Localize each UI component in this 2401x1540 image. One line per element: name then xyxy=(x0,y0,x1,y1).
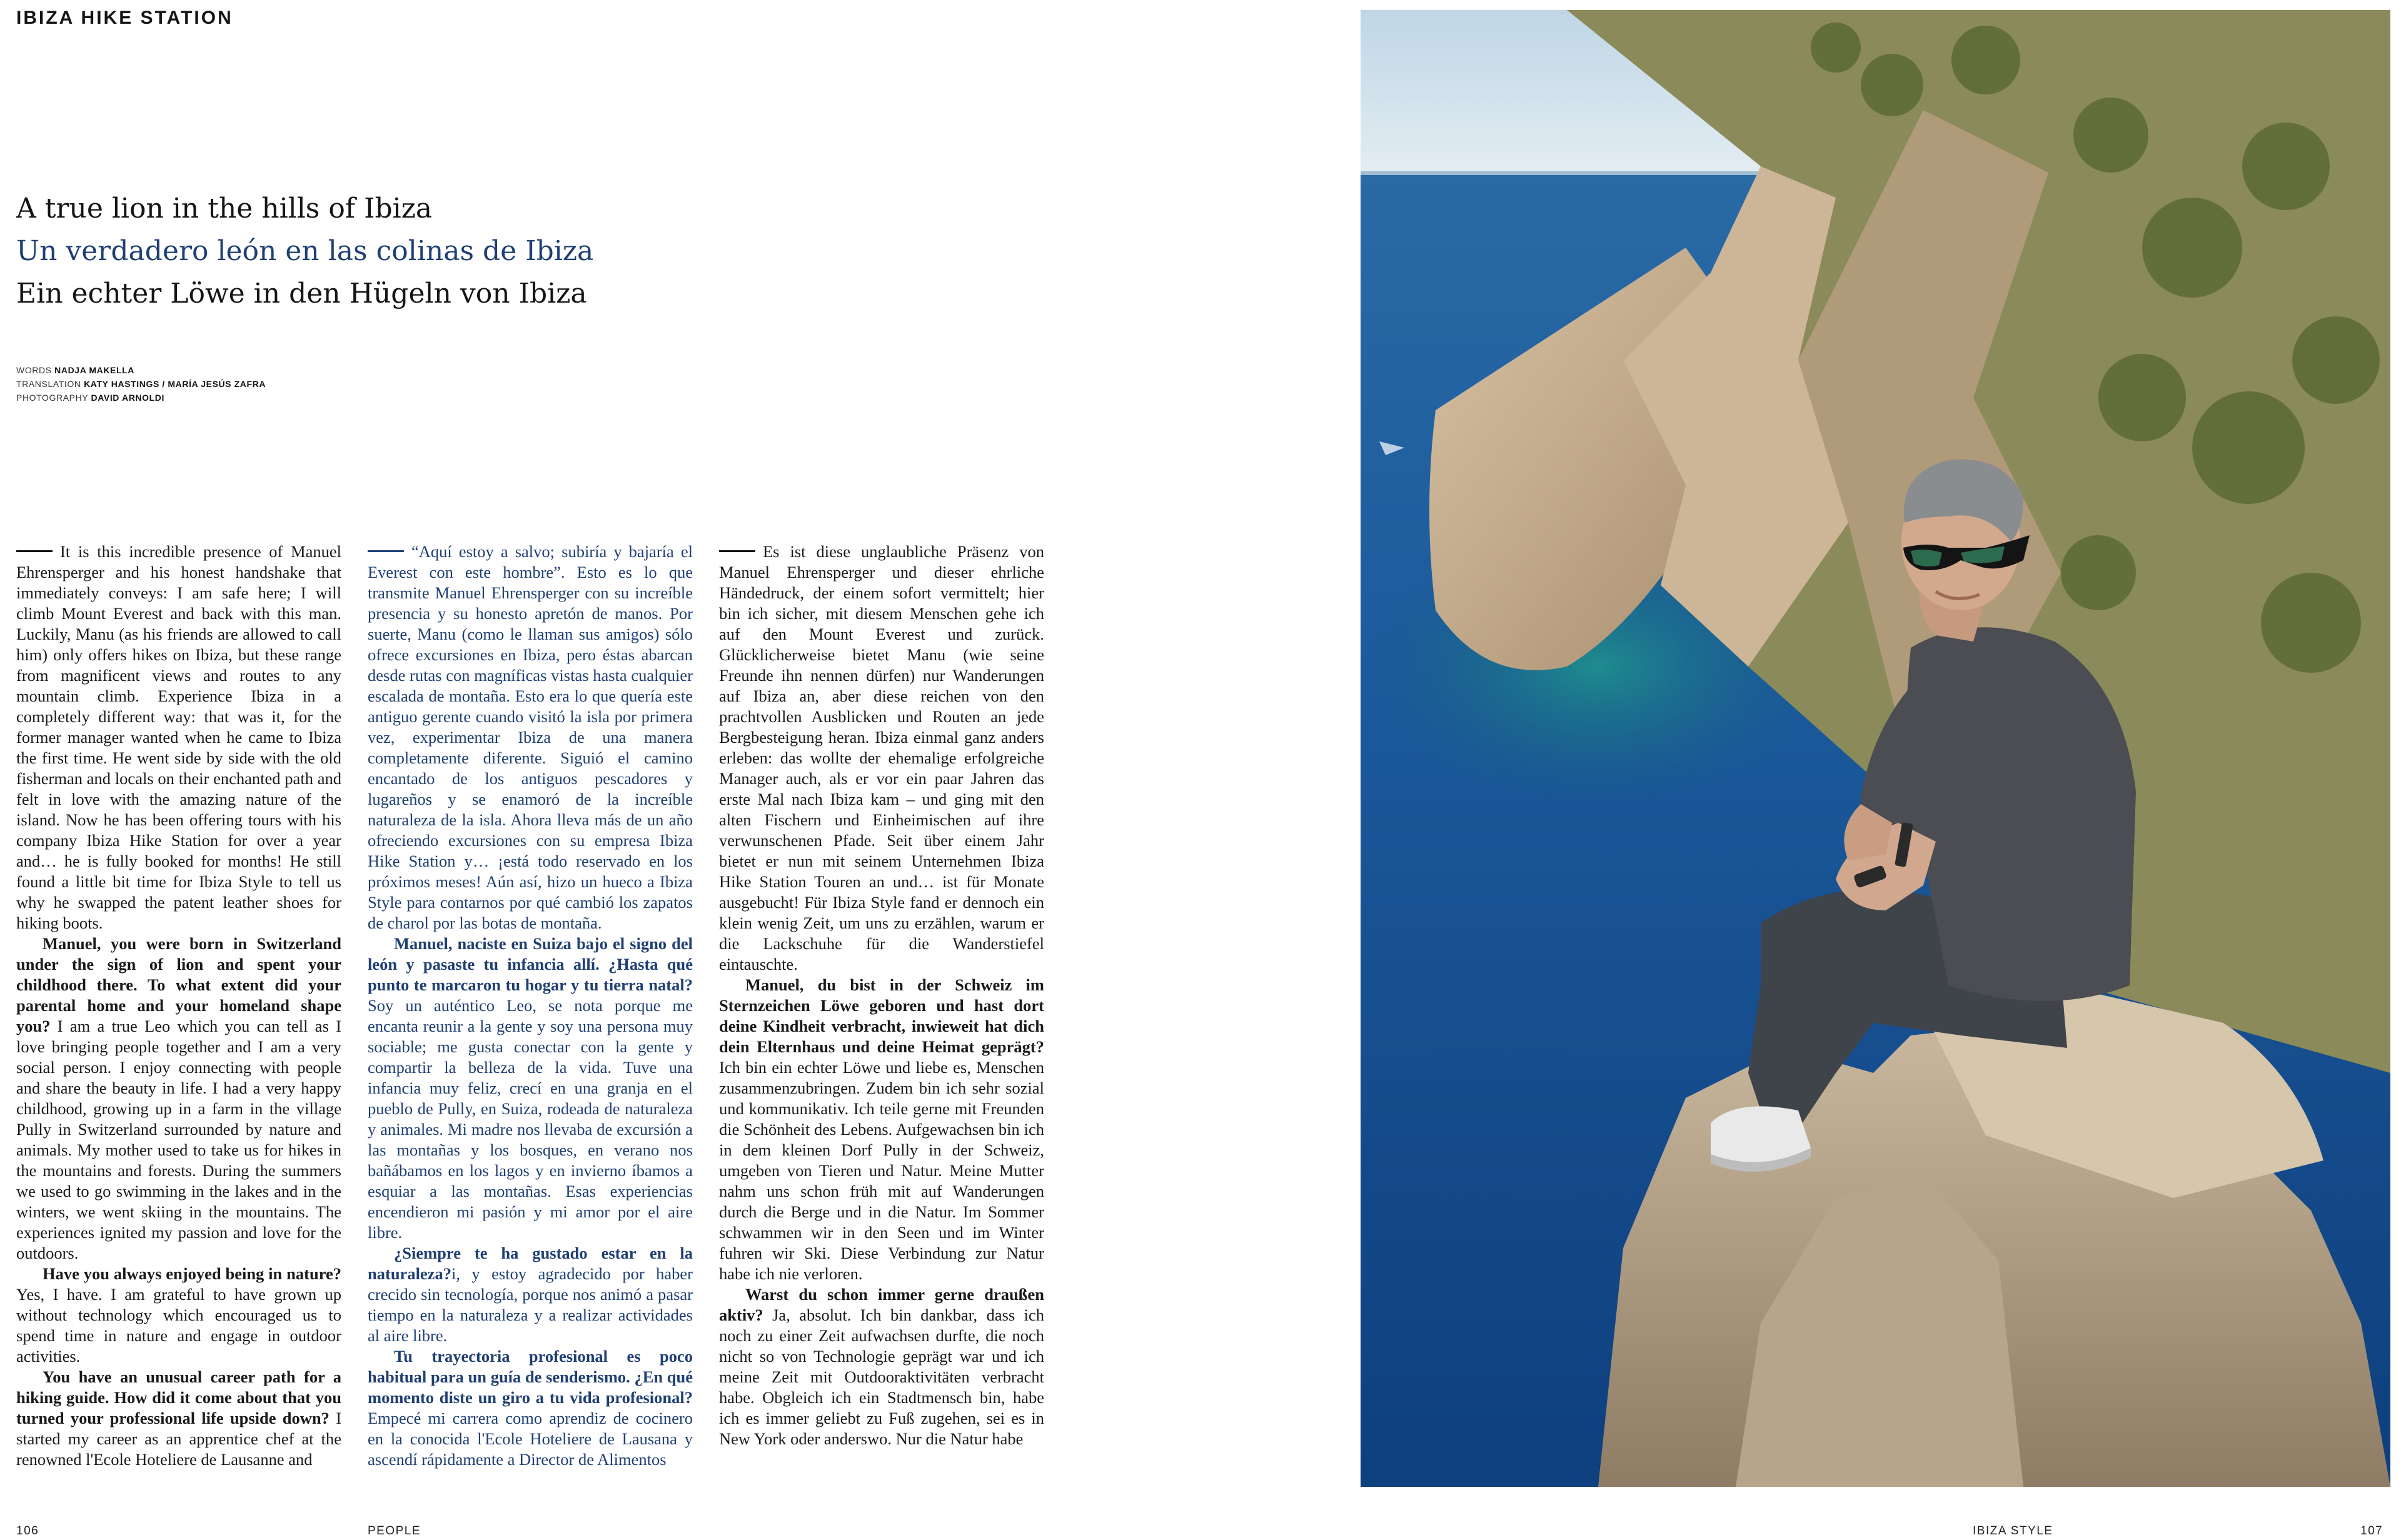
credit-words-label: WORDS xyxy=(16,365,52,375)
question-text: Manuel, naciste en Suiza bajo el signo del león y pasaste tu infancia allí. ¿Hasta qué punto te marcaron tu hogar y tu tierra natal? xyxy=(368,934,693,994)
intro-text: Es ist diese unglaubliche Präsenz von Manuel Ehrensperger und dieser ehrliche Händedruck, der einem sofort vermittelt; hier bin ich sicher, mit diesem Menschen gehe ich auf den Mount Everest und zurück. Glücklicherweise bietet Manu (wie seine Freunde ihn nennen dürfen) nur Wanderungen auf Ibiza an, aber diese reichen von den prachtvollen Ausblicken und Routen an jede Bergbesteigung heran. Ibiza einmal ganz anders erleben: das wollte der ehemalige erfolgreiche Manager auch, als er vor ein paar Jahren das erste Mal nach Ibiza kam – und ging mit den alten Fischern und Einheimischen auf ihre verwunschenen Pfade. Seit über einem Jahr bietet er nun mit seinem Unternehmen Ibiza Hike Station Touren an und… ist für Monate ausgebucht! Für Ibiza Style fand er dennoch ein klein wenig Zeit, um uns zu erzählen, warum er die Lackschuhe für die Wanderstiefel eintauschte. xyxy=(719,542,1044,974)
credit-photography-name: DAVID ARNOLDI xyxy=(91,393,164,403)
answer-text: Empecé mi carrera como aprendiz de cocinero en la conocida l'Ecole Hoteliere de Lausana y ascendí rápidamente a Director de Alimentos xyxy=(368,1409,693,1469)
question-text: You have an unusual career path for a hiking guide. How did it come about that you turned your professional life upside down? xyxy=(16,1367,341,1427)
rule-mark xyxy=(16,550,53,552)
question-text: Tu trayectoria profesional es poco habitual para un guía de senderismo. ¿En qué momento diste un giro a tu vida profesional? xyxy=(368,1347,693,1407)
intro-text: “Aquí estoy a salvo; subiría y bajaría el Everest con este hombre”. Esto es lo que transmite Manuel Ehrensperger con su increíble presencia y su honesto apretón de manos. Por suerte, Manu (como le llaman sus amigos) sólo ofrece excursiones en Ibiza, pero éstas abarcan desde rutas con magníficas vistas hasta cualquier escalada de montaña. Esto era lo que quería este antiguo gerente cuando visitó la isla por primera vez, experimentar Ibiza de una manera completamente diferente. Siguió el camino encantado de los antiguos pescadores y lugareños y se enamoró de la increíble naturaleza de la isla. Ahora lleva más de un año ofreciendo excursiones con su empresa Ibiza Hike Station y… ¡está todo reservado en los próximos meses! Aún así, hizo un hueco a Ibiza Style para contarnos por qué cambió los zapatos de charol por las botas de montaña. xyxy=(368,542,693,932)
answer-text: Ja, absolut. Ich bin dankbar, dass ich noch zu einer Zeit aufwachsen durfte, die noch nicht so von Technologie geprägt war und ich meine Zeit mit Outdooraktivitäten verbracht habe. Obgleich ich ein Stadtmensch bin, habe ich es immer geliebt zu Fuß zugehen, sei es in New York oder anderswo. Nur die Natur habe xyxy=(719,1306,1044,1448)
rule-mark xyxy=(368,550,404,552)
page-number-left: 106 xyxy=(16,1524,39,1537)
answer-text: Yes, I have. I am grateful to have grown up without technology which encouraged us to spend time in nature and engage in outdoor activities. xyxy=(16,1285,341,1366)
credit-translation-name: KATY HASTINGS / MARÍA JESÚS ZAFRA xyxy=(84,379,266,389)
page-number-right: 107 xyxy=(2360,1524,2383,1537)
article-titles xyxy=(16,188,1079,315)
answer-text: Soy un auténtico Leo, se nota porque me encanta reunir a la gente y soy una persona muy sociable; me gusta conectar con la gente y compartir la belleza de la vida. Tuve una infancia muy feliz, crecí en una granja en el pueblo de Pully, en Suiza, rodeada de naturaleza y animales. Mi madre nos llevaba de excursión a las montañas y los bosques, en verano nos bañábamos en los lagos y en invierno íbamos a esquiar a las montañas. Esas experiencias encendieron mi pasión y mi amor por el aire libre. xyxy=(368,996,693,1242)
credit-translation xyxy=(16,377,266,391)
qa-paragraph xyxy=(368,1243,693,1346)
qa-paragraph xyxy=(16,934,341,1264)
qa-paragraph xyxy=(719,975,1044,1284)
credits xyxy=(16,363,266,405)
question-text: Have you always enjoyed being in nature? xyxy=(43,1264,341,1283)
title-english: A true lion in the hills of Ibiza xyxy=(16,193,433,224)
magazine-name: IBIZA STYLE xyxy=(1973,1524,2053,1537)
question-text: Manuel, du bist in der Schweiz im Sternzeichen Löwe geboren und hast dort deine Kindheit verbracht, inwieweit hat dich dein Elternhaus und deine Heimat geprägt? xyxy=(719,975,1044,1056)
qa-paragraph xyxy=(16,1264,341,1367)
column-spanish xyxy=(368,541,693,1496)
intro-paragraph xyxy=(719,541,1044,975)
intro-paragraph xyxy=(16,541,341,934)
credit-words-name: NADJA MAKELLA xyxy=(54,365,135,375)
answer-text: I started my career as an apprentice chef at the renowned l'Ecole Hoteliere de Lausanne and xyxy=(16,1409,341,1469)
credit-photography-label: PHOTOGRAPHY xyxy=(16,393,88,403)
section-footer: PEOPLE xyxy=(368,1524,421,1537)
title-spanish: Un verdadero león en las colinas de Ibiza xyxy=(16,235,594,267)
question-text: Manuel, you were born in Switzerland under the sign of lion and spent your childhood there. To what extent did your parental home and your homeland shape you? xyxy=(16,934,341,1035)
section-label: IBIZA HIKE STATION xyxy=(16,8,233,28)
question-text: Warst du schon immer gerne draußen aktiv? xyxy=(719,1285,1044,1324)
qa-paragraph xyxy=(719,1284,1044,1449)
rule-mark xyxy=(719,550,755,552)
title-german: Ein echter Löwe in den Hügeln von Ibiza xyxy=(16,278,587,310)
qa-paragraph xyxy=(16,1367,341,1470)
answer-text: I am a true Leo which you can tell as I love bringing people together and I am a very social person. I enjoy connecting with people and share the beauty in life. I had a very happy childhood, growing up in a farm in the village Pully in Switzerland surrounded by nature and animals. My mother used to take us for hikes in the mountains and forests. During the summers we used to go swimming in the lakes and in the winters, we went skiing in the mountains. The experiences ignited my passion and love for the outdoors. xyxy=(16,1017,341,1262)
intro-text: It is this incredible presence of Manuel Ehrensperger and his honest handshake that immediately conveys: I am safe here; I will climb Mount Everest and back with this man. Luckily, Manu (as his friends are allowed to call him) only offers hikes on Ibiza, but these range from magnificent views and routes to any mountain climb. Experience Ibiza in a completely different way: that was it, for the former manager wanted when he came to Ibiza the first time. He went side by side with the old fisherman and locals on their enchanted path and felt in love with the amazing nature of the island. Now he has been offering tours with his company Ibiza Hike Station for over a year and… he is fully booked for months! He still found a little bit time for Ibiza Style to tell us why he swapped the patent leather shoes for hiking boots. xyxy=(16,542,341,932)
hiker-cliff-photo xyxy=(1361,10,2401,1487)
answer-text: Ich bin ein echter Löwe und liebe es, Menschen zusammenzubringen. Zudem bin ich sehr sozial und kommunikativ. Ich teile gerne mit Freunden die Schönheit des Lebens. Aufgewachsen bin ich in dem kleinen Dorf Pully in der Schweiz, umgeben von Tieren und Natur. Meine Mutter nahm uns schon früh mit auf Wanderungen durch die Berge und in die Natur. Im Sommer schwammen wir in den Seen und im Winter fuhren wir Ski. Diese Verbindung zur Natur habe ich nie verloren. xyxy=(719,1058,1044,1283)
column-german xyxy=(719,541,1044,1496)
credit-photography xyxy=(16,391,266,405)
answer-text: i, y estoy agradecido por haber crecido sin tecnología, porque nos animó a pasar tiempo en la naturaleza y a realizar actividades al aire libre. xyxy=(368,1264,693,1345)
column-english xyxy=(16,541,341,1496)
qa-paragraph xyxy=(368,1346,693,1470)
question-text: ¿Siempre te ha gustado estar en la naturaleza? xyxy=(368,1244,693,1283)
credit-translation-label: TRANSLATION xyxy=(16,379,81,389)
intro-paragraph xyxy=(368,541,693,934)
qa-paragraph xyxy=(368,934,693,1243)
credit-words xyxy=(16,363,266,377)
